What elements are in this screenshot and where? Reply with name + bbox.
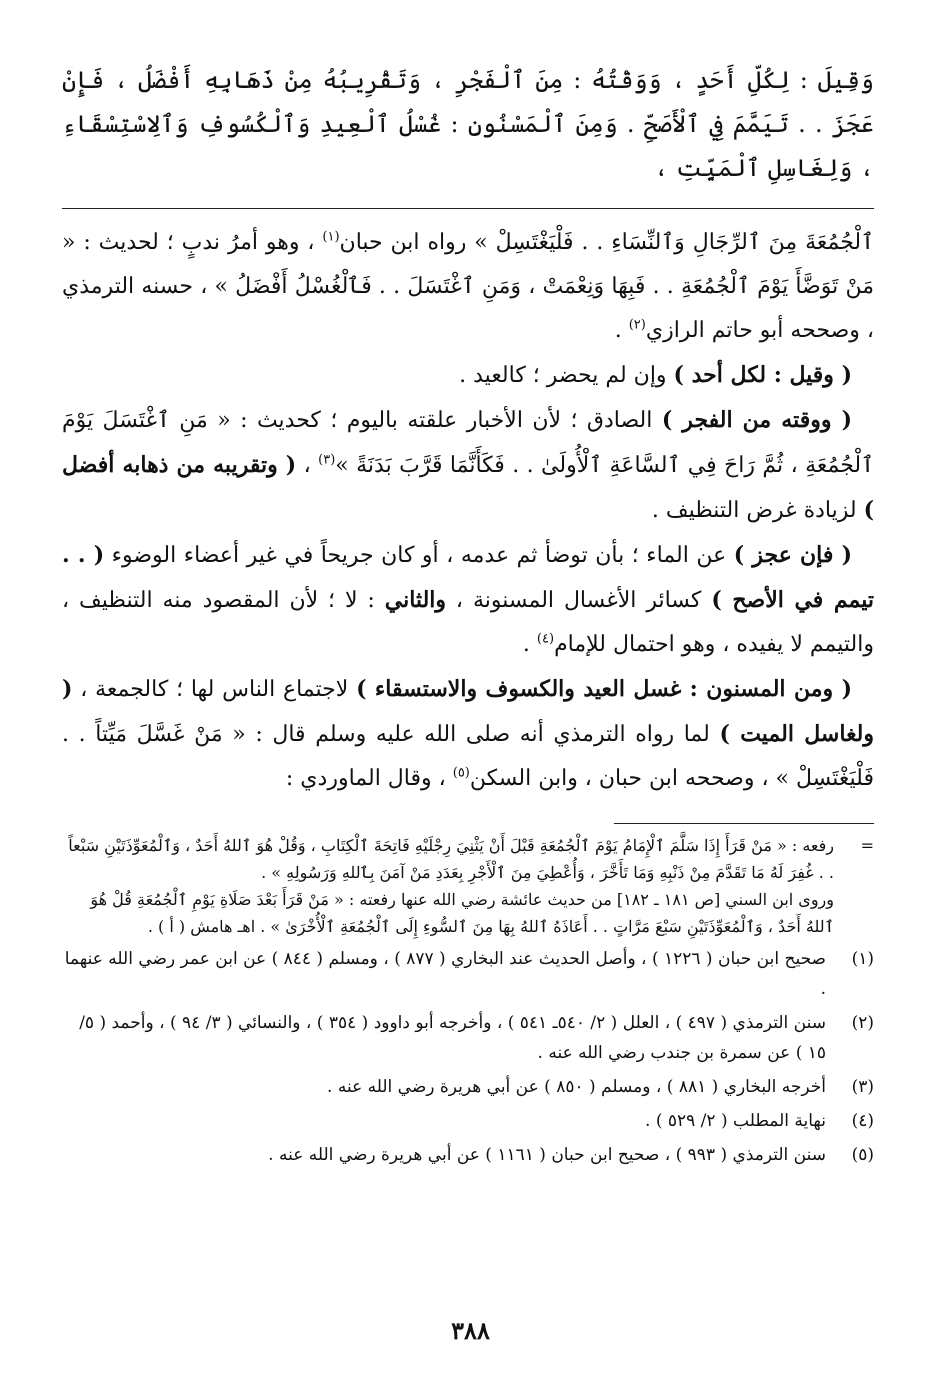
footnote-1 xyxy=(62,944,874,1004)
sharh-text: لاجتماع الناس لها ؛ كالجمعة ، xyxy=(72,677,357,702)
quoted-matn: ( فإن عجز ) xyxy=(733,542,853,568)
footnote-5 xyxy=(62,1140,874,1170)
footnote-divider xyxy=(614,823,874,824)
sharh-commentary xyxy=(62,221,874,801)
sharh-text: لما رواه الترمذي أنه صلى الله عليه وسلم قال : « مَنْ غَسَّلَ مَيِّتاً . . فَلْيَغْتَسِلْ » ، وصححه ابن حبان ، وابن السكن xyxy=(62,722,874,791)
sharh-text: ، وهو أمرُ ندبٍ ؛ لحديث : « مَنْ تَوَضَّأَ يَوْمَ ٱلْجُمُعَةِ . . فَبِهَا وَنِعْمَتْ ، وَمَنِ ٱغْتَسَلَ . . فَٱلْغُسْلُ أَفْضَلُ » ، حسنه الترمذي ، وصححه أبو حاتم الرازي xyxy=(62,230,874,343)
footnote-number: (٥) xyxy=(851,1145,874,1165)
quoted-matn: ( ومن المسنون : غسل العيد والكسوف والاستسقاء ) xyxy=(356,676,853,702)
page xyxy=(62,58,874,1170)
footnote-number: (٤) xyxy=(851,1111,874,1131)
sharh-paragraph-4 xyxy=(62,533,874,667)
sharh-text: الصادق ؛ لأن الأخبار علقته باليوم ؛ كحديث : « مَنِ ٱغْتَسَلَ يَوْمَ ٱلْجُمُعَةِ ، ثُمَّ رَاحَ فِي ٱلسَّاعَةِ ٱلْأُولَىٰ . . فَكَأَنَّمَا قَرَّبَ بَدَنَةً » xyxy=(62,408,874,478)
sharh-text: عن الماء ؛ بأن توضأ ثم عدمه ، أو كان جريحاً في غير أعضاء الوضوء xyxy=(111,543,734,568)
footnote-ref[interactable]: (٢) xyxy=(628,317,646,333)
footnote-ref[interactable]: (٤) xyxy=(536,631,555,647)
sharh-text: لزيادة غرض التنظيف . xyxy=(651,498,864,523)
footnote-ref[interactable]: (١) xyxy=(322,229,340,245)
footnote-text: أخرجه البخاري ( ٨٨١ ) ، ومسلم ( ٨٥٠ ) عن أبي هريرة رضي الله عنه . xyxy=(327,1077,826,1097)
sharh-text: كسائر الأغسال المسنونة ، xyxy=(446,588,712,613)
footnote-ref[interactable]: (٥) xyxy=(452,765,470,781)
footnote-text: نهاية المطلب ( ٢/ ٥٢٩ ) . xyxy=(645,1111,826,1131)
footnote-text: سنن الترمذي ( ٩٩٣ ) ، صحيح ابن حبان ( ١١٦١ ) عن أبي هريرة رضي الله عنه . xyxy=(268,1145,826,1165)
continuation-marker: = xyxy=(860,836,874,855)
footnote-number: (٣) xyxy=(851,1077,874,1097)
footnote-text: سنن الترمذي ( ٤٩٧ ) ، العلل ( ٢/ ٥٤٠ـ ٥٤١ ) ، وأخرجه أبو داوود ( ٣٥٤ ) ، والنسائي ( ٣/ ٩٤ ) ، وأحمد ( ٥/ ١٥ ) عن سمرة بن جندب رضي الله عنه . xyxy=(79,1013,826,1063)
quoted-matn: ( وتقريبه من ذهابه أفضل ) xyxy=(62,452,874,523)
sharh-text: وإن لم يحضر ؛ كالعيد . xyxy=(459,363,674,388)
footnote-3 xyxy=(62,1072,874,1102)
quoted-matn: ( . . تيمم في الأصح ) xyxy=(62,542,874,613)
footnote-ref[interactable]: (٣) xyxy=(318,452,336,468)
sharh-paragraph-3 xyxy=(62,398,874,533)
sharh-text: . xyxy=(522,632,537,657)
sharh-text: ، xyxy=(296,453,319,478)
sharh-paragraph-2 xyxy=(62,353,874,398)
page-number: ٣٨٨ xyxy=(451,1316,490,1345)
sharh-paragraph-1 xyxy=(62,221,874,353)
sharh-text: : لا ؛ لأن المقصود منه التنظيف ، والتيمم لا يفيده ، وهو احتمال للإمام xyxy=(62,588,874,657)
quoted-matn: ( وقيل : لكل أحد ) xyxy=(673,362,852,388)
sharh-text: . xyxy=(614,318,629,343)
continuation-line: وروى ابن السني [ص ١٨١ ـ ١٨٢] من حديث عائشة رضي الله عنها رفعته : « مَنْ قَرَأَ بَعْدَ صَلَاةِ يَوْمِ ٱلْجُمُعَةِ قُلْ هُوَ ٱللهُ أَحَدٌ ، وَٱلْمُعَوِّذَتَيْنِ سَبْعَ مَرَّاتٍ . . أَعَاذَهُ ٱللهُ بِهَا مِنَ ٱلسُّوءِ إِلَى ٱلْجُمُعَةِ ٱلْأُخْرَىٰ » . اهـ هامش ( أ ) . xyxy=(90,890,834,936)
sharh-text: ٱلْجُمُعَةَ مِنَ ٱلرِّجَالِ وَٱلنِّسَاءِ . . فَلْيَغْتَسِلْ » رواه ابن حبان xyxy=(339,230,874,255)
matn-text: وَقِيلَ : لِكُلِّ أَحَدٍ ، وَوَقْتُهُ : مِنَ ٱلْفَجْرِ ، وَتَقْرِيبُهُ مِنْ ذَهَابِهِ أَفْضَلُ ، فَإِنْ عَجَزَ . . تَيَمَّمَ فِي ٱلْأَصَحِّ . وَمِنَ ٱلْمَسْنُونِ : غُسْلُ ٱلْعِيدِ وَٱلْكُسُوفِ وَٱلِاسْتِسْقَاءِ ، وَلِغَاسِلِ ٱلْمَيِّتِ ، xyxy=(62,66,874,182)
quoted-matn: والثاني xyxy=(384,587,447,613)
continuation-line: رفعه : « مَنْ قَرَأَ إِذَا سَلَّمَ ٱلْإِمَامُ يَوْمَ ٱلْجُمُعَةِ قَبْلَ أَنْ يَثْنِيَ رِجْلَيْهِ فَاتِحَةَ ٱلْكِتَابِ ، وَقُلْ هُوَ ٱللهُ أَحَدٌ ، وَٱلْمُعَوِّذَتَيْنِ سَبْعاً . . غُفِرَ لَهُ مَا تَقَدَّمَ مِنْ ذَنْبِهِ وَمَا تَأَخَّرَ ، وَأُعْطِيَ مِنَ ٱلْأَجْرِ بِعَدَدِ مَنْ آمَنَ بِٱللهِ وَرَسُولِهِ » . xyxy=(68,836,834,882)
footnote-continuation xyxy=(62,832,874,940)
sharh-paragraph-5 xyxy=(62,667,874,801)
footnote-4 xyxy=(62,1106,874,1136)
quoted-matn: ( ووقته من الفجر ) xyxy=(661,407,853,433)
footnote-number: (١) xyxy=(851,949,874,969)
quoted-matn: ( ولغاسل الميت ) xyxy=(62,676,875,747)
footnote-number: (٢) xyxy=(851,1013,874,1033)
matn-divider xyxy=(62,208,874,209)
footnote-2 xyxy=(62,1008,874,1068)
footnote-text: صحيح ابن حبان ( ١٢٢٦ ) ، وأصل الحديث عند البخاري ( ٨٧٧ ) ، ومسلم ( ٨٤٤ ) عن ابن عمر رضي الله عنهما . xyxy=(64,949,826,999)
sharh-text: ، وقال الماوردي : xyxy=(285,766,453,791)
